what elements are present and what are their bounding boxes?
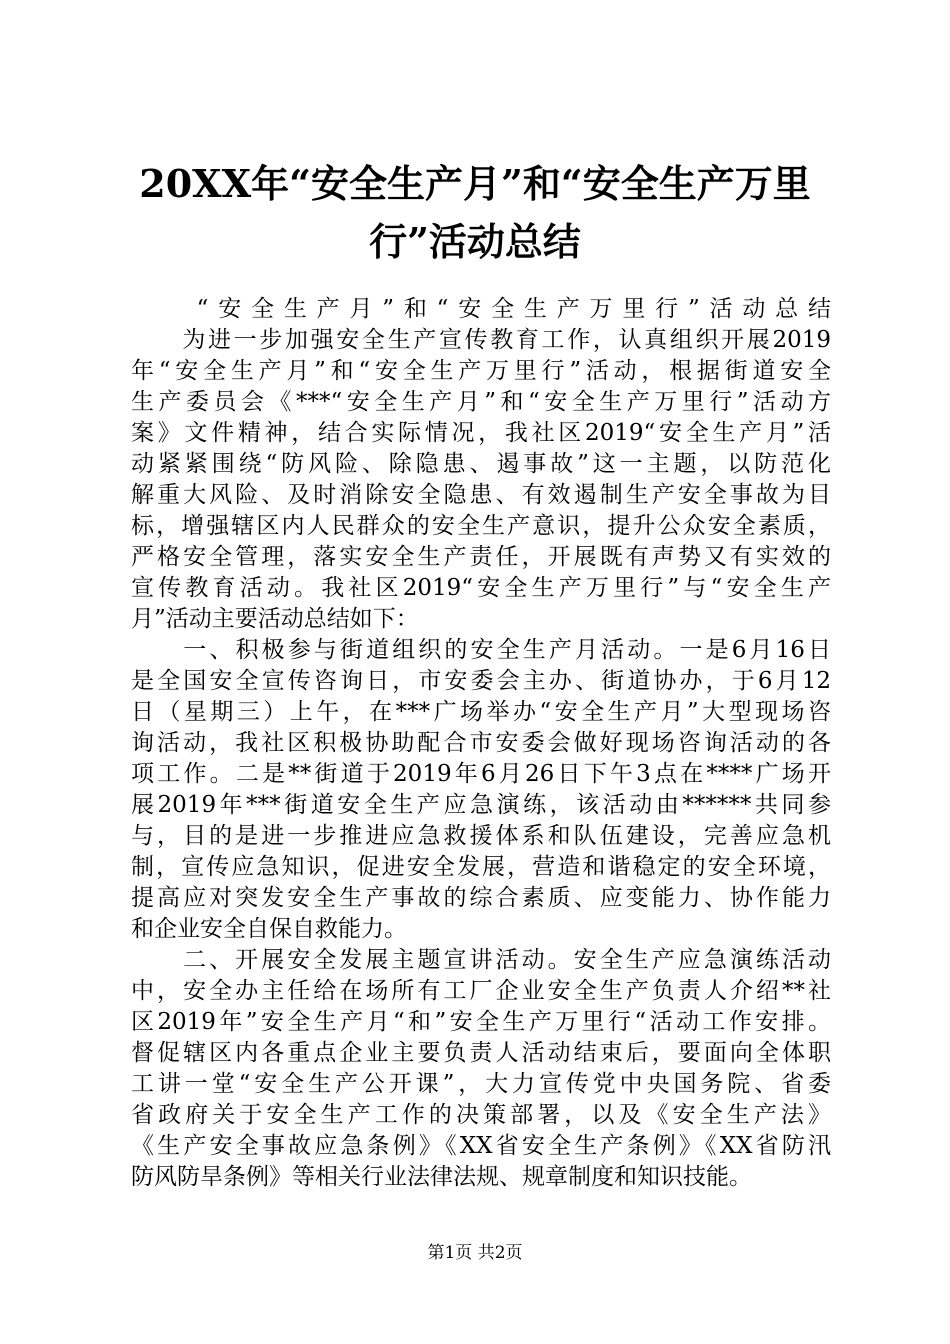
page-footer: 第1页 共2页 — [427, 1243, 523, 1263]
body-line: 工讲一堂“安全生产公开课”，大力宣传党中央国务院、省委 — [131, 1071, 831, 1097]
body-line: 严格安全管理，落实安全生产责任，开展既有声势又有实效的 — [131, 544, 831, 570]
body-line: 日（星期三）上午，在***广场举办“安全生产月”大型现场咨 — [131, 699, 831, 725]
body-line: 项工作。二是**街道于2019年6月26日下午3点在****广场开 — [131, 761, 831, 787]
body-line: 督促辖区内各重点企业主要负责人活动结束后，要面向全体职 — [131, 1040, 831, 1066]
body-line: 询活动，我社区积极协助配合市安委会做好现场咨询活动的各 — [131, 730, 831, 756]
body-line: 动紧紧围绕“防风险、除隐患、遏事故”这一主题，以防范化 — [131, 451, 831, 477]
body-line: 中，安全办主任给在场所有工厂企业安全生产负责人介绍**社 — [131, 978, 831, 1004]
document-title-line-2: 行”活动总结 — [369, 219, 581, 264]
document-body — [131, 294, 831, 1193]
body-line: 生产委员会《***“安全生产月”和“安全生产万里行”活动方 — [131, 389, 831, 415]
body-line: 与，目的是进一步推进应急救援体系和队伍建设，完善应急机 — [131, 823, 831, 849]
body-line: 省政府关于安全生产工作的决策部署，以及《安全生产法》 — [131, 1102, 831, 1128]
body-line: 制，宣传应急知识，促进安全发展，营造和谐稳定的安全环境， — [131, 854, 831, 880]
body-line: 展2019年***街道安全生产应急演练，该活动由******共同参 — [131, 792, 831, 818]
body-line: 一、积极参与街道组织的安全生产月活动。一是6月16日 — [131, 637, 831, 663]
body-line: 是全国安全宣传咨询日，市安委会主办、街道协办，于6月12 — [131, 668, 831, 694]
body-line: 案》文件精神，结合实际情况，我社区2019“安全生产月”活 — [131, 420, 831, 446]
body-line: 标，增强辖区内人民群众的安全生产意识，提升公众安全素质， — [131, 513, 831, 539]
body-line: 宣传教育活动。我社区2019“安全生产万里行”与“安全生产 — [131, 575, 831, 601]
body-line: 提高应对突发安全生产事故的综合素质、应变能力、协作能力 — [131, 885, 831, 911]
body-line: 区2019年”安全生产月“和”安全生产万里行“活动工作安排。 — [131, 1009, 831, 1035]
body-line: 防风防旱条例》等相关行业法律法规、规章制度和知识技能。 — [131, 1164, 752, 1190]
body-line: 二、开展安全发展主题宣讲活动。安全生产应急演练活动 — [131, 947, 831, 973]
body-line: 月”活动主要活动总结如下： — [131, 606, 419, 632]
document-title-line-1: 20XX年“安全生产月”和“安全生产万里 — [139, 161, 811, 206]
body-line: 解重大风险、及时消除安全隐患、有效遏制生产安全事故为目 — [131, 482, 831, 508]
body-line: “安全生产月”和“安全生产万里行”活动总结 — [131, 296, 831, 322]
body-line: 和企业安全自保自救能力。 — [131, 916, 407, 942]
body-line: 为进一步加强安全生产宣传教育工作，认真组织开展2019 — [131, 327, 831, 353]
body-line: 《生产安全事故应急条例》《XX省安全生产条例》《XX省防汛 — [131, 1133, 831, 1159]
body-line: 年“安全生产月”和“安全生产万里行”活动，根据街道安全 — [131, 358, 831, 384]
